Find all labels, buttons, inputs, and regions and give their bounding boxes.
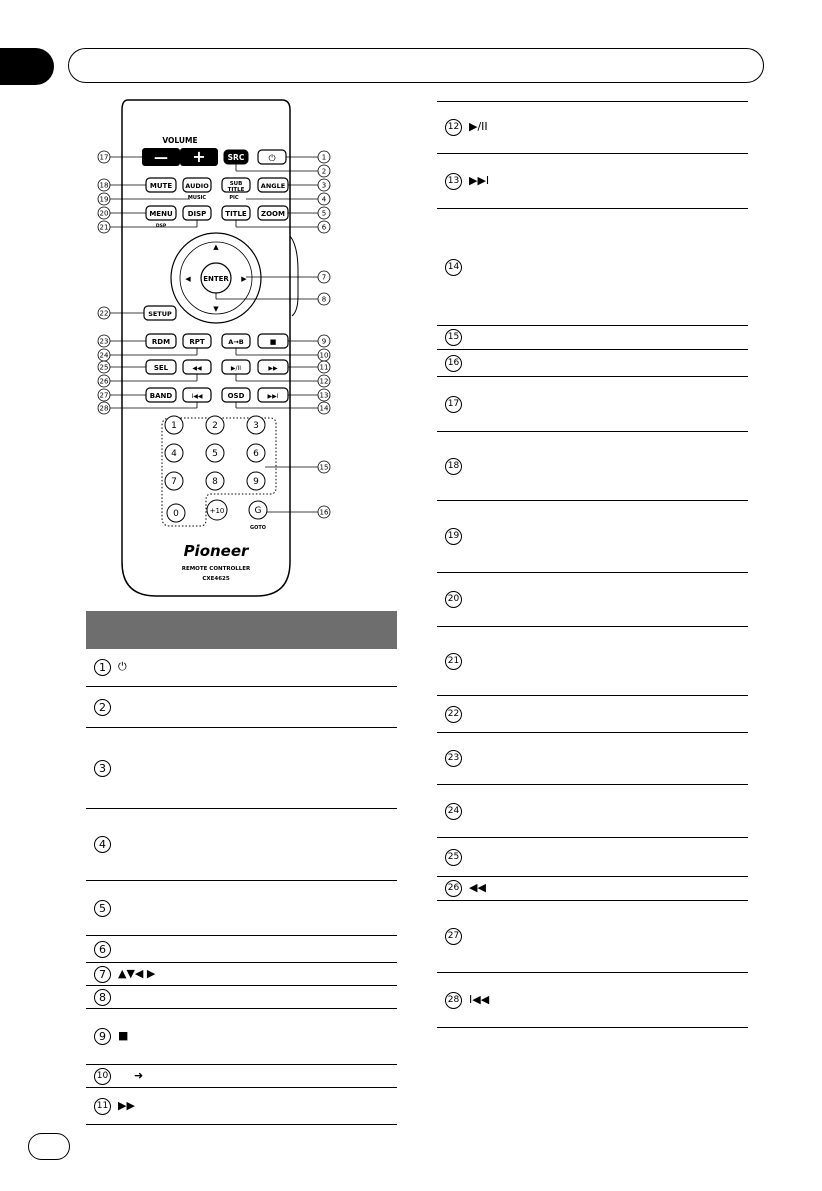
table-row <box>86 687 397 728</box>
svg-text:+10: +10 <box>209 507 225 515</box>
svg-text:21: 21 <box>99 223 109 232</box>
svg-text:SUB: SUB <box>229 181 243 187</box>
remote-caption-2: CXE4625 <box>202 576 230 582</box>
table-row <box>437 573 748 627</box>
svg-text:6: 6 <box>253 449 259 459</box>
row-number: 1 <box>94 659 111 676</box>
table-row <box>437 733 748 785</box>
table-row <box>437 102 748 154</box>
mute-label: MUTE <box>149 182 173 190</box>
ab-label: A→B <box>228 338 244 346</box>
table-row <box>86 936 397 963</box>
power-icon: ⏻ <box>268 154 276 164</box>
table-row <box>86 1009 397 1065</box>
svg-text:28: 28 <box>99 404 109 413</box>
row-number: 25 <box>445 849 462 866</box>
table-row <box>437 877 748 901</box>
fast-forward-icon: ▶▶ <box>268 365 278 372</box>
audio-sub-label: MUSIC <box>187 195 207 201</box>
row-number: 22 <box>445 706 462 723</box>
row-icon: ➜ <box>134 1069 144 1082</box>
row-number: 5 <box>94 900 111 917</box>
table-header <box>86 611 397 649</box>
table-row <box>437 209 748 326</box>
angle-label: ANGLE <box>260 182 286 190</box>
src-label: SRC <box>227 153 245 162</box>
svg-text:1: 1 <box>171 421 177 431</box>
row-number: 11 <box>94 1098 111 1115</box>
title-label: TITLE <box>225 210 247 218</box>
dpad-left-icon: ◀ <box>185 275 191 283</box>
table-row <box>86 649 397 687</box>
table-row <box>437 326 748 350</box>
header-bar <box>68 48 764 83</box>
zoom-label: ZOOM <box>261 210 285 218</box>
row-number: 21 <box>445 653 462 670</box>
svg-text:7: 7 <box>171 477 177 487</box>
band-label: BAND <box>149 392 173 400</box>
row-number: 16 <box>445 355 462 372</box>
volume-plus-label: + <box>192 147 206 166</box>
svg-text:13: 13 <box>319 391 329 400</box>
row-number: 18 <box>445 458 462 475</box>
row-icon: ▶▶ <box>118 1099 135 1112</box>
row-number: 14 <box>445 259 462 276</box>
table-row <box>437 154 748 209</box>
menu-sub-label: DSP <box>155 224 167 229</box>
remote-control-illustration <box>86 96 396 602</box>
table-row <box>437 973 748 1028</box>
svg-text:25: 25 <box>99 363 109 372</box>
subtitle-sub-label: PIC <box>229 195 239 201</box>
table-row <box>86 728 397 809</box>
svg-text:6: 6 <box>321 223 327 232</box>
dpad-right-icon: ▶ <box>241 275 247 283</box>
table-row <box>86 986 397 1009</box>
row-number: 10 <box>94 1068 111 1085</box>
svg-text:20: 20 <box>99 209 109 218</box>
svg-text:1: 1 <box>321 153 327 162</box>
svg-text:26: 26 <box>99 377 109 386</box>
row-number: 4 <box>94 836 111 853</box>
row-number: 20 <box>445 591 462 608</box>
svg-text:22: 22 <box>99 309 109 318</box>
row-number: 2 <box>94 699 111 716</box>
svg-text:G: G <box>254 506 262 516</box>
row-number: 15 <box>445 329 462 346</box>
svg-text:23: 23 <box>99 337 109 346</box>
enter-label: ENTER <box>203 275 229 283</box>
stop-icon: ■ <box>269 338 277 346</box>
volume-minus-label: — <box>154 150 168 166</box>
next-icon: ▶▶I <box>267 393 279 400</box>
table-row <box>86 963 397 986</box>
svg-text:7: 7 <box>321 273 327 282</box>
sel-label: SEL <box>153 364 169 372</box>
page-number-badge <box>28 1133 70 1160</box>
brand-logo: Pioneer <box>183 542 249 560</box>
table-row <box>86 1065 397 1088</box>
svg-text:17: 17 <box>99 153 109 162</box>
svg-text:2: 2 <box>321 167 327 176</box>
row-number: 8 <box>94 989 111 1006</box>
table-row <box>86 1088 397 1125</box>
svg-text:8: 8 <box>321 295 327 304</box>
row-number: 13 <box>445 173 462 190</box>
svg-text:27: 27 <box>99 391 109 400</box>
row-number: 26 <box>445 880 462 897</box>
svg-text:19: 19 <box>99 195 109 204</box>
audio-label: AUDIO <box>185 182 209 190</box>
svg-text:8: 8 <box>212 477 218 487</box>
chapter-tab <box>0 48 54 85</box>
rpt-label: RPT <box>189 338 205 346</box>
svg-text:0: 0 <box>173 509 179 519</box>
row-icon: ◀◀ <box>469 881 486 894</box>
row-number: 19 <box>445 528 462 545</box>
table-row <box>437 785 748 838</box>
play-pause-icon: ▶/II <box>230 365 242 372</box>
svg-text:24: 24 <box>99 351 109 360</box>
table-row <box>437 627 748 696</box>
row-icon: ⏻ <box>118 660 127 673</box>
menu-label: MENU <box>149 210 173 218</box>
row-number: 12 <box>445 119 462 136</box>
table-row <box>437 350 748 377</box>
table-row <box>437 377 748 432</box>
row-number: 9 <box>94 1028 111 1045</box>
dpad-down-icon: ▼ <box>213 305 219 313</box>
setup-label: SETUP <box>148 310 172 318</box>
row-icon: ▶/II <box>469 120 488 133</box>
row-number: 3 <box>94 760 111 777</box>
row-icon: ▲▼◀ ▶ <box>118 967 156 980</box>
row-number: 27 <box>445 928 462 945</box>
remote-side-edge <box>290 236 298 316</box>
svg-text:3: 3 <box>253 421 259 431</box>
svg-text:TITLE: TITLE <box>227 187 245 193</box>
dpad-up-icon: ▲ <box>213 243 219 251</box>
rewind-icon: ◀◀ <box>192 365 202 372</box>
row-number: 23 <box>445 750 462 767</box>
svg-text:9: 9 <box>321 337 327 346</box>
row-icon: ■ <box>118 1029 129 1042</box>
disp-label: DISP <box>187 210 207 218</box>
svg-text:3: 3 <box>321 181 327 190</box>
svg-text:15: 15 <box>319 463 329 472</box>
table-row <box>437 696 748 733</box>
row-icon: I◀◀ <box>469 993 490 1006</box>
table-row <box>86 881 397 936</box>
svg-text:14: 14 <box>319 404 329 413</box>
svg-text:10: 10 <box>319 351 329 360</box>
table-row <box>437 838 748 877</box>
svg-text:4: 4 <box>171 449 177 459</box>
svg-text:2: 2 <box>212 421 218 431</box>
remote-caption-1: REMOTE CONTROLLER <box>181 566 251 572</box>
svg-text:4: 4 <box>321 195 327 204</box>
svg-text:5: 5 <box>321 209 327 218</box>
rdm-label: RDM <box>151 338 171 346</box>
prev-icon: I◀◀ <box>191 393 203 400</box>
row-number: 24 <box>445 803 462 820</box>
row-number: 6 <box>94 941 111 958</box>
svg-text:18: 18 <box>99 181 109 190</box>
volume-label: VOLUME <box>162 136 198 145</box>
svg-text:12: 12 <box>319 377 329 386</box>
table-row <box>437 432 748 501</box>
svg-text:9: 9 <box>253 477 259 487</box>
table-row <box>86 809 397 881</box>
svg-text:16: 16 <box>319 508 329 517</box>
goto-sub-label: GOTO <box>249 525 267 531</box>
row-number: 28 <box>445 992 462 1009</box>
row-number: 7 <box>94 966 111 983</box>
row-icon: ▶▶I <box>469 174 490 187</box>
osd-label: OSD <box>227 392 245 400</box>
table-row <box>437 901 748 973</box>
svg-text:11: 11 <box>319 363 329 372</box>
table-row <box>437 501 748 573</box>
svg-text:5: 5 <box>212 449 218 459</box>
row-number: 17 <box>445 396 462 413</box>
